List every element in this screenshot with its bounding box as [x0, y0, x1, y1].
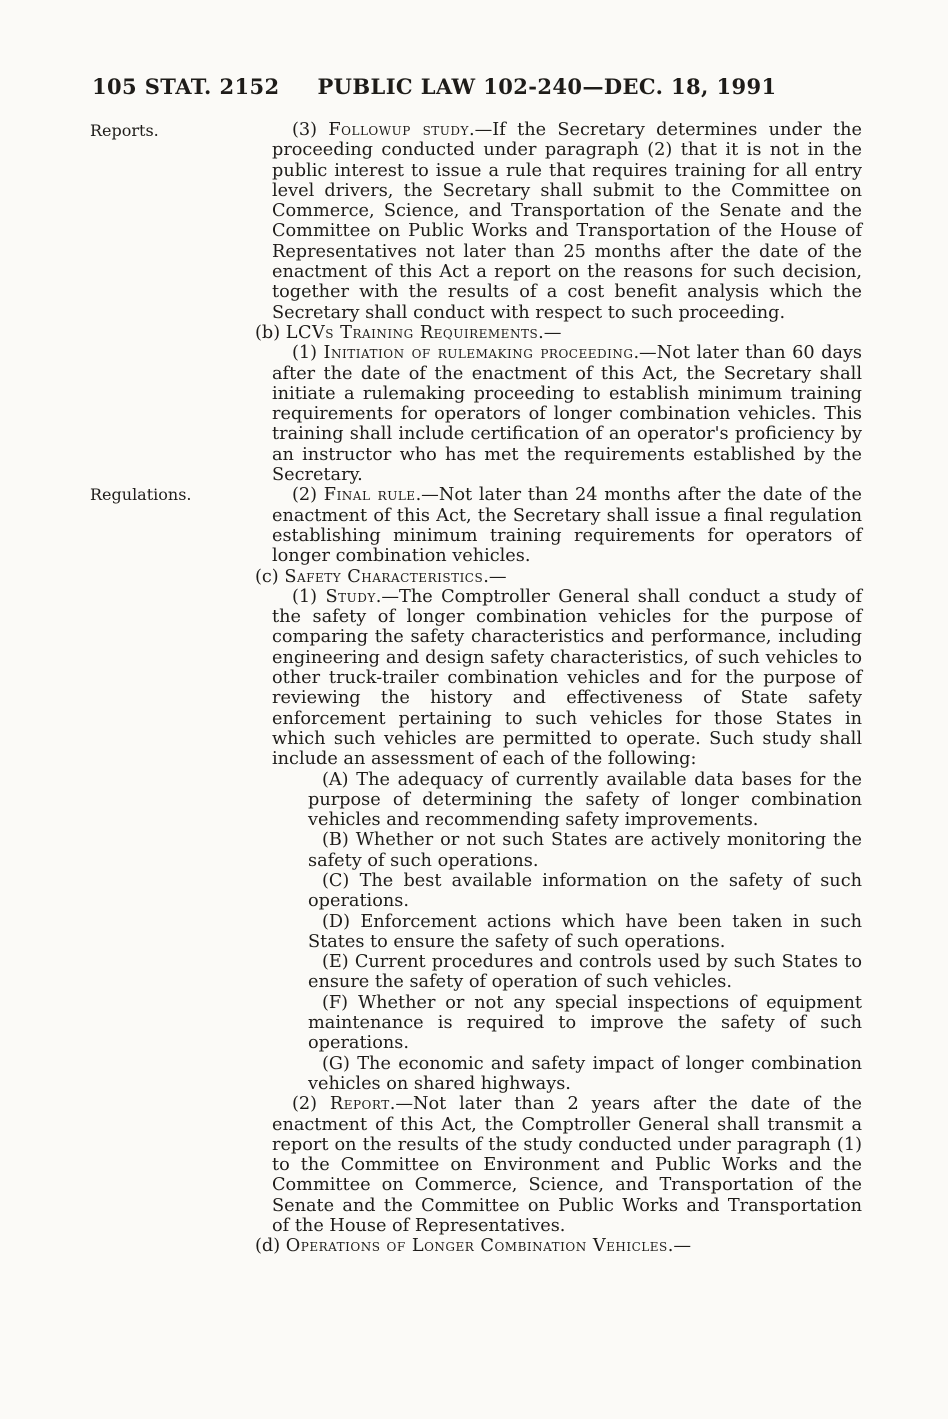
paragraph-text: Whether or not any special inspections of equipment maintenance is required to improve the safety of such operations. — [308, 992, 862, 1054]
statute-paragraph — [255, 322, 862, 343]
paragraph-text: Whether or not such States are actively monitoring the safety of such operations. — [308, 830, 862, 871]
paragraph-heading: Followup study — [328, 120, 469, 140]
paragraph-designator: (1) — [292, 343, 324, 364]
paragraph-text: Current procedures and controls used by such States to ensure the safety of operation of such vehicles. — [308, 952, 862, 993]
statute-paragraph — [308, 871, 862, 912]
statute-paragraph — [272, 587, 862, 770]
paragraph-text: .—Not later than 60 days after the date of the enactment of this Act, the Secretary shall initiate a rulemaking proceeding to establish minimum training requirements for operators of longer combination vehicles. This training shall include certification of an operator's proficiency by an instructor who has met the requirements established by the Secretary. — [272, 343, 863, 486]
paragraph-text: The economic and safety impact of longer combination vehicles on shared highways. — [308, 1053, 862, 1094]
paragraph-designator: (C) — [322, 870, 360, 891]
margin-note-reports: Reports. — [90, 121, 159, 140]
statute-body — [255, 120, 863, 1257]
paragraph-designator: (F) — [322, 992, 358, 1013]
paragraph-text: Enforcement actions which have been taken in such States to ensure the safety of such operations. — [308, 911, 862, 952]
statute-paragraph — [308, 1054, 862, 1095]
paragraph-text: .— — [483, 566, 507, 587]
statute-paragraph — [308, 952, 862, 993]
paragraph-designator: (3) — [292, 120, 329, 140]
paragraph-designator: (D) — [322, 911, 361, 932]
paragraph-designator: (E) — [322, 952, 355, 973]
statute-paragraph — [272, 343, 862, 485]
law-title: PUBLIC LAW 102-240—DEC. 18, 1991 — [317, 74, 777, 99]
paragraph-text: .—Not later than 2 years after the date of the enactment of this Act, the Comptroller General shall transmit a report on the results of the study conducted under paragraph (1) to the Committee on Environment and Public Works and the Committee on Commerce, Science, and Transportation of the Senate and the Committee on Public Works and Transportation of the House of Representatives. — [272, 1094, 862, 1237]
statute-paragraph — [272, 485, 862, 566]
statute-paragraph — [255, 1236, 862, 1257]
paragraph-heading: Initiation of rulemaking proceeding — [323, 343, 634, 364]
paragraph-heading: Report — [329, 1094, 390, 1115]
paragraph-designator: (2) — [292, 1094, 330, 1115]
statute-paragraph — [308, 993, 862, 1054]
paragraph-designator: (A) — [322, 769, 357, 790]
paragraph-designator: (c) — [255, 566, 285, 587]
paragraph-text: .—Not later than 24 months after the date of the enactment of this Act, the Secretary shall issue a final regulation establishing minimum training requirements for operators of longer combination vehicles. — [272, 485, 862, 567]
statute-paragraph — [308, 830, 862, 871]
paragraph-heading: Study — [325, 586, 376, 607]
paragraph-heading: Operations of Longer Combination Vehicles — [285, 1236, 668, 1257]
paragraph-designator: (b) — [255, 322, 286, 343]
margin-note-regulations: Regulations. — [90, 485, 192, 504]
paragraph-text: The adequacy of currently available data bases for the purpose of determining the safety of longer combination vehicles and recommending safety improvements. — [308, 769, 862, 831]
statute-paragraph — [308, 912, 862, 953]
paragraph-designator: (d) — [255, 1236, 286, 1257]
statute-paragraph — [272, 120, 862, 323]
paragraph-heading: LCVs Training Requirements — [285, 322, 539, 343]
paragraph-designator: (2) — [292, 485, 324, 506]
paragraph-heading: Safety Characteristics — [284, 566, 484, 587]
paragraph-text: .— — [667, 1236, 692, 1257]
paragraph-designator: (G) — [322, 1053, 358, 1074]
statute-paragraph — [255, 566, 862, 587]
statute-paragraph — [308, 770, 862, 831]
paragraph-designator: (1) — [292, 586, 326, 607]
paragraph-text: The best available information on the safety of such operations. — [308, 870, 862, 912]
paragraph-designator: (B) — [322, 830, 356, 851]
paragraph-heading: Final rule — [323, 485, 416, 506]
page-number: 105 STAT. 2152 — [92, 74, 280, 99]
statute-paragraph — [272, 1094, 862, 1236]
paragraph-text: .—If the Secretary determines under the proceeding conducted under paragraph (2) that it is not in the public interest to issue a rule that requires training for all entry level drivers, the Secretary shall submit to the Committee on Commerce, Science, and Transportation of the Senate and the Committee on Public Works and Transportation of the House of Representatives not later than 25 months after the date of the enactment of this Act a report on the reasons for such decision, together with the results of a cost benefit analysis which the Secretary shall conduct with respect to such proceeding. — [272, 120, 862, 323]
paragraph-text: .—The Comptroller General shall conduct a study of the safety of longer combination vehicles for the purpose of comparing the safety characteristics and performance, including engineering and design safety characteristics, of such vehicles to other truck-trailer combination vehicles and for the purpose of reviewing the history and effectiveness of State safety enforcement pertaining to such vehicles for those States in which such vehicles are permitted to operate. Such study shall include an assessment of each of the following: — [272, 586, 862, 770]
paragraph-text: .— — [538, 322, 562, 343]
